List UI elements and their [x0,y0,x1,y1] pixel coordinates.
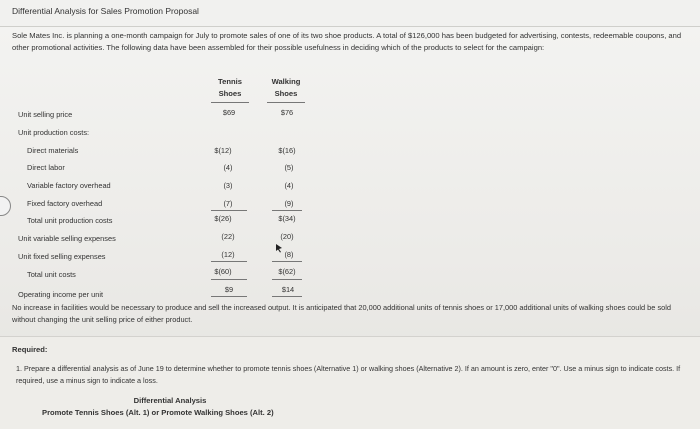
tennis-fixed-factory-overhead: (7) [223,199,233,208]
row-label-direct-labor: Direct labor [27,163,65,172]
walking-income-underline [272,279,302,280]
row-label-variable-factory-overhead: Variable factory overhead [27,181,111,190]
tennis-operating-income-per-unit: $9 [224,285,234,294]
cursor-mark-icon [275,243,285,253]
tennis-income-underline [211,279,247,280]
walking-variable-factory-overhead: (4) [284,181,294,190]
tennis-direct-labor: (4) [223,163,233,172]
tennis-variable-factory-overhead: (3) [223,181,233,190]
tennis-header-line2: Shoes [218,89,242,98]
row-label-direct-materials: Direct materials [27,146,79,155]
walking-header [261,76,311,100]
tennis-header-line1: Tennis [218,77,242,86]
walking-header-line2: Shoes [274,89,298,98]
intro-paragraph: Sole Mates Inc. is planning a one-month campaign for July to promote sales of one of its two shoe products. A total of $126,000 has been budgeted for advertising, contests, redeemable coupons, and other promotional activities. The following data have been assembled for their possible usefulness in deciding which of the products to select for the campaign: [12,31,682,52]
required-question: 1. Prepare a differential analysis as of June 19 to determine whether to promote tennis shoes (Alternative 1) or walking shoes (Alternative 2). If an amount is zero, enter "0". Use a minus sign to indicate costs. If required, use a minus sign to indicate a loss. [16,364,681,385]
note-paragraph: No increase in facilities would be necessary to produce and sell the increased output. It is anticipated that 20,000 additional units of tennis shoes or 17,000 additional units of walking shoes could be sold without changing the unit selling price of either product. [12,303,672,324]
tennis-income-double-underline [211,296,247,297]
walking-direct-labor: (5) [284,163,294,172]
differential-analysis-title: Differential Analysis [133,396,207,405]
tennis-direct-materials: $(12) [214,146,232,155]
walking-total-unit-production-costs: $(34) [278,214,296,223]
walking-operating-income-per-unit: $14 [281,285,295,294]
walking-direct-materials: $(16) [278,146,296,155]
tennis-total-unit-production-costs: $(26) [214,214,232,223]
walking-unit-selling-price: $76 [280,108,294,117]
walking-total-unit-costs: $(62) [278,267,296,276]
tennis-header-underline [211,102,249,103]
tennis-unit-selling-price: $69 [222,108,236,117]
side-handle[interactable] [0,196,11,216]
tennis-unit-variable-selling-expenses: (22) [221,232,235,241]
walking-header-underline [267,102,305,103]
walking-unit-fixed-selling-expenses: (8) [284,250,294,259]
required-title: Required: [12,345,48,354]
walking-total-underline [272,261,302,262]
row-label-fixed-factory-overhead: Fixed factory overhead [27,199,103,208]
walking-income-double-underline [272,296,302,297]
walking-unit-variable-selling-expenses: (20) [280,232,294,241]
tennis-total-underline [211,261,247,262]
row-label-unit-fixed-selling-expenses: Unit fixed selling expenses [18,252,106,261]
row-label-unit-selling-price: Unit selling price [18,110,73,119]
row-label-unit-production-costs: Unit production costs: [18,128,90,137]
differential-analysis-subtitle: Promote Tennis Shoes (Alt. 1) or Promote Walking Shoes (Alt. 2) [42,408,274,417]
tennis-subtotal-underline [211,210,247,211]
tennis-total-unit-costs: $(60) [214,267,232,276]
tennis-header [205,76,255,100]
walking-subtotal-underline [272,210,302,211]
page-title: Differential Analysis for Sales Promotion Proposal [12,6,199,16]
title-bar [0,0,700,27]
row-label-operating-income-per-unit: Operating income per unit [18,290,104,299]
row-label-unit-variable-selling-expenses: Unit variable selling expenses [18,234,116,243]
required-section [0,336,700,429]
tennis-unit-fixed-selling-expenses: (12) [221,250,235,259]
walking-fixed-factory-overhead: (9) [284,199,294,208]
row-label-total-unit-costs: Total unit costs [27,270,76,279]
row-label-total-unit-production-costs: Total unit production costs [27,216,113,225]
walking-header-line1: Walking [271,77,301,86]
